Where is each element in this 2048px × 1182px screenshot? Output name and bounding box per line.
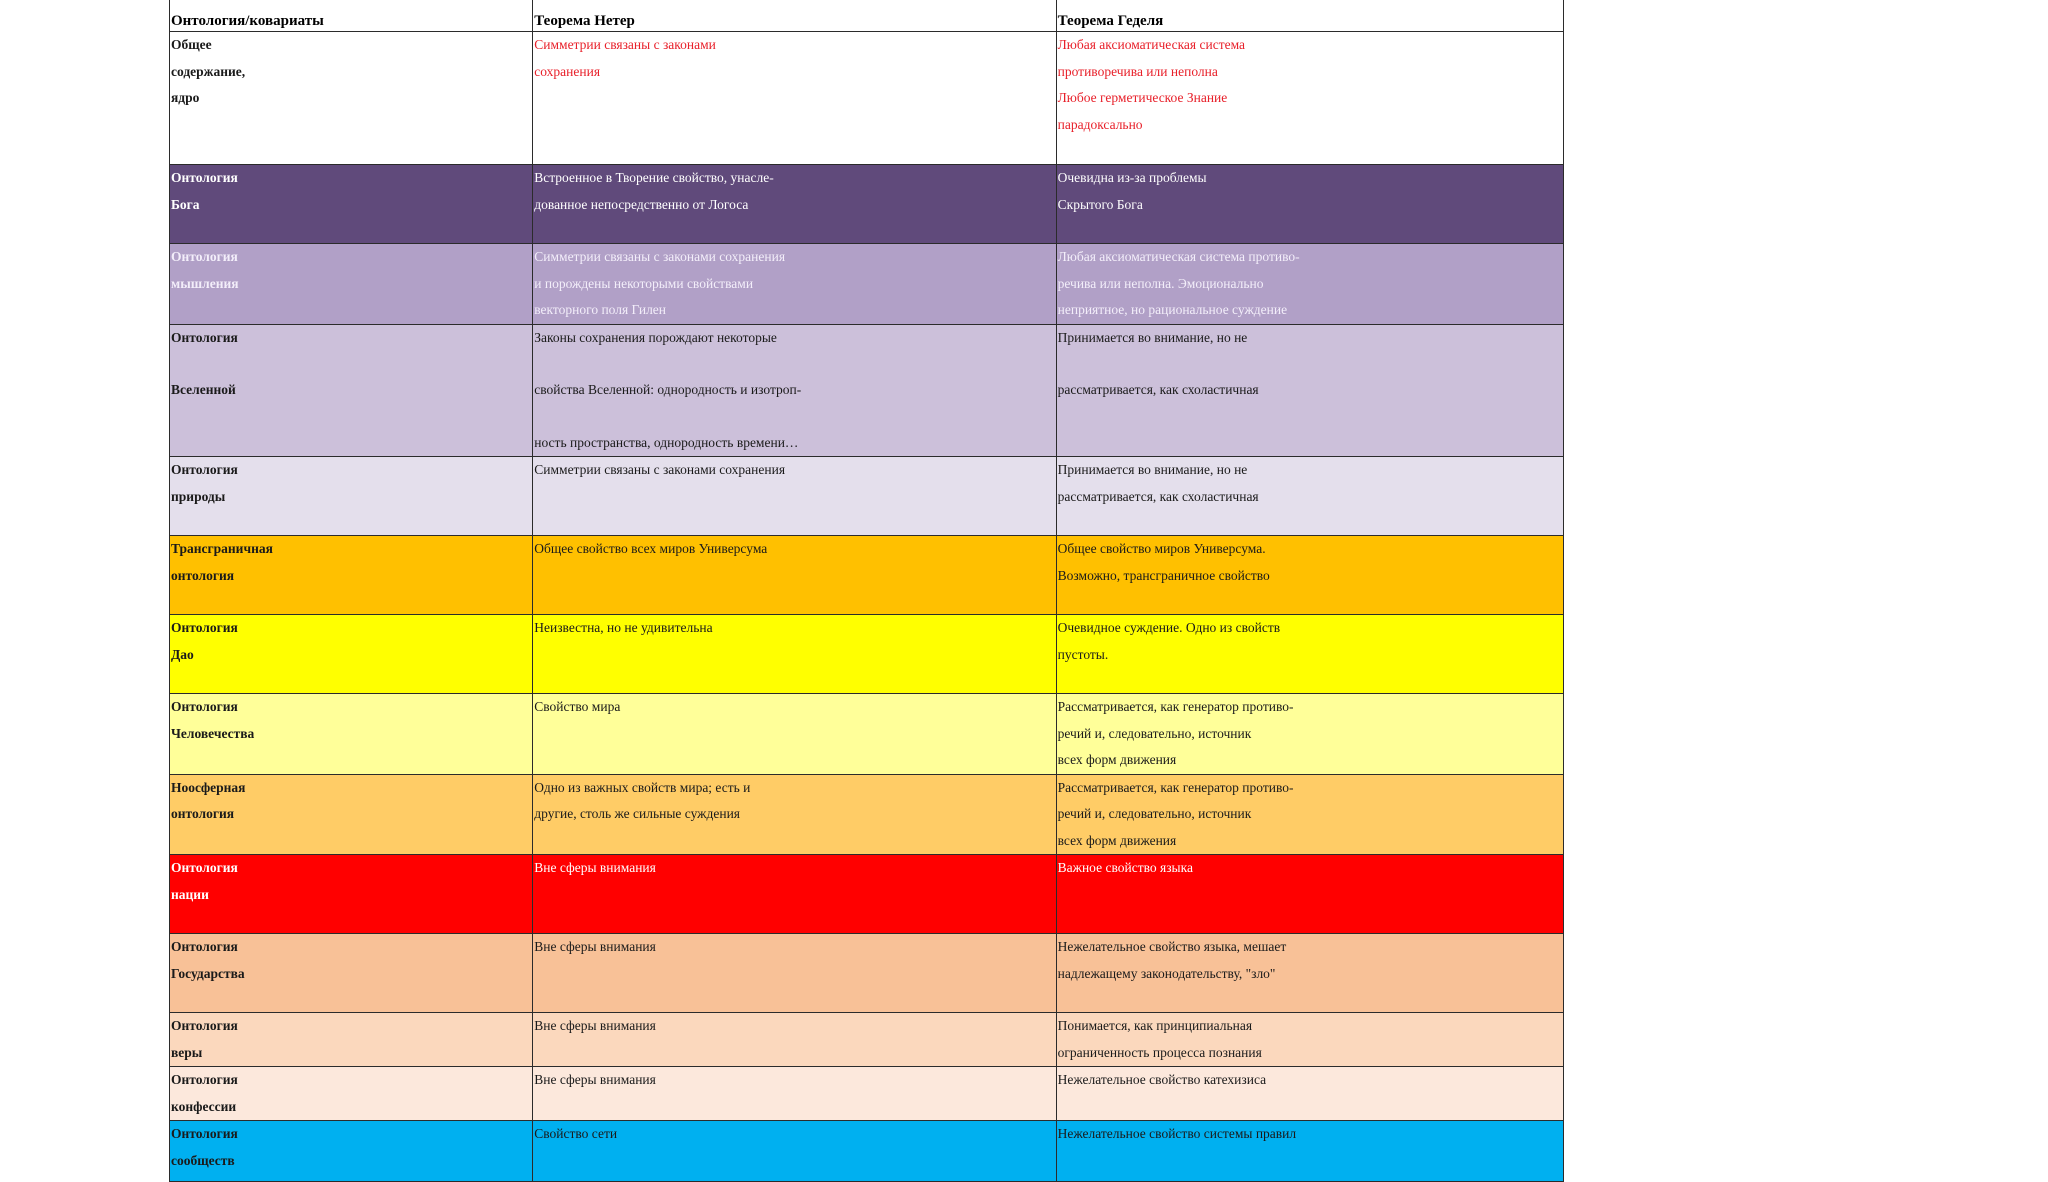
noether-line: Вне сферы внимания — [534, 1018, 656, 1033]
noether-cell — [533, 855, 1056, 934]
table-row-transborder — [170, 536, 1564, 615]
noether-cell — [533, 1121, 1056, 1182]
label-line: Онтология — [171, 1018, 238, 1033]
row-label — [170, 165, 533, 244]
godel-line: речий и, следовательно, источник — [1057, 725, 1252, 741]
table-row-communities — [170, 1121, 1564, 1182]
godel-cell — [1056, 244, 1563, 325]
label-line: Онтология — [171, 860, 238, 875]
noether-line: сохранения — [534, 63, 601, 79]
godel-cell — [1056, 32, 1563, 165]
godel-line: парадоксально — [1057, 116, 1143, 132]
spacer — [534, 404, 1055, 430]
label-line: нации — [171, 886, 209, 902]
godel-line: Возможно, трансграничное свойство — [1057, 567, 1270, 583]
row-label — [170, 536, 533, 615]
noether-line: Общее свойство всех миров Универсума — [534, 541, 768, 556]
godel-cell — [1056, 1013, 1563, 1067]
label-line: сообществ — [171, 1152, 235, 1168]
label-line: Государства — [171, 965, 245, 981]
godel-cell — [1056, 165, 1563, 244]
godel-line: Рассматривается, как генератор противо- — [1057, 699, 1294, 714]
noether-line: Симметрии связаны с законами — [534, 37, 716, 52]
table-row-nature — [170, 457, 1564, 536]
godel-line: Рассматривается, как генератор противо- — [1057, 779, 1294, 795]
godel-line: Любая аксиоматическая система — [1057, 37, 1246, 52]
noether-line: векторного поля Гилен — [534, 302, 667, 317]
row-label — [170, 774, 533, 855]
noether-cell — [533, 457, 1056, 536]
label-line: мышления — [171, 275, 239, 291]
noether-line: свойства Вселенной: однородность и изотроп- — [534, 382, 802, 397]
noether-line: и порождены некоторыми свойствами — [534, 275, 754, 291]
table-header-row — [170, 0, 1564, 32]
noether-line: Законы сохранения порождают некоторые — [534, 329, 777, 345]
godel-line: Скрытого Бога — [1057, 196, 1143, 212]
row-label — [170, 457, 533, 536]
noether-cell — [533, 1067, 1056, 1121]
table-row-faith — [170, 1013, 1564, 1067]
noether-line: Вне сферы внимания — [534, 860, 656, 875]
label-line: Трансграничная — [171, 541, 273, 556]
row-label — [170, 615, 533, 694]
noether-cell — [533, 244, 1056, 325]
godel-line: Очевидна из-за проблемы — [1057, 170, 1207, 185]
godel-line: Понимается, как принципиальная — [1057, 1018, 1253, 1033]
noether-line: Свойство мира — [534, 699, 621, 714]
row-label — [170, 694, 533, 775]
label-line: Ноосферная — [171, 779, 246, 795]
noether-line: Встроенное в Творение свойство, унасле- — [534, 170, 774, 185]
godel-cell — [1056, 615, 1563, 694]
header-noether: Теорема Нетер — [533, 0, 1056, 32]
spacer — [1058, 351, 1563, 377]
noether-cell — [533, 774, 1056, 855]
label-line: Онтология — [171, 1126, 238, 1141]
noether-cell — [533, 165, 1056, 244]
row-label — [170, 32, 533, 165]
row-label — [170, 244, 533, 325]
label-line: веры — [171, 1044, 203, 1060]
godel-line: всех форм движения — [1057, 752, 1177, 767]
noether-line: Свойство сети — [534, 1126, 618, 1141]
label-line: Вселенной — [171, 382, 236, 397]
godel-line: Нежелательное свойство системы правил — [1057, 1126, 1297, 1141]
godel-line: пустоты. — [1057, 646, 1109, 662]
godel-line: рассматривается, как схоластичная — [1057, 382, 1259, 397]
row-label — [170, 324, 533, 457]
godel-line: рассматривается, как схоластичная — [1057, 488, 1259, 504]
header-godel: Теорема Геделя — [1056, 0, 1563, 32]
row-label — [170, 934, 533, 1013]
noether-line: ность пространства, однородность времени… — [534, 434, 799, 450]
noether-line: другие, столь же сильные суждения — [534, 806, 741, 821]
label-line: природы — [171, 488, 226, 504]
godel-line: Принимается во внимание, но не — [1057, 329, 1248, 345]
label-line: Онтология — [171, 249, 238, 264]
label-line: Бога — [171, 196, 200, 212]
row-label — [170, 855, 533, 934]
label-line: Онтология — [171, 329, 238, 345]
noether-line: Одно из важных свойств мира; есть и — [534, 779, 751, 795]
table-row-god — [170, 165, 1564, 244]
godel-line: речива или неполна. Эмоционально — [1057, 275, 1264, 291]
table-row-confession — [170, 1067, 1564, 1121]
table-row-humanity — [170, 694, 1564, 775]
godel-cell — [1056, 934, 1563, 1013]
godel-line: Любое герметическое Знание — [1057, 90, 1228, 105]
table-row-nation — [170, 855, 1564, 934]
godel-line: Нежелательное свойство катехизиса — [1057, 1072, 1267, 1087]
ontology-comparison-table — [169, 0, 1564, 1182]
label-line: Дао — [171, 646, 194, 662]
godel-cell — [1056, 536, 1563, 615]
table-row-universe — [170, 324, 1564, 457]
label-line: Онтология — [171, 939, 238, 954]
label-line: Человечества — [171, 725, 255, 741]
label-line: Онтология — [171, 699, 238, 714]
godel-line: речий и, следовательно, источник — [1057, 806, 1252, 821]
noether-line: дованное непосредственно от Логоса — [534, 196, 749, 212]
godel-line: Важное свойство языка — [1057, 860, 1193, 875]
label-line: Онтология — [171, 462, 238, 477]
godel-cell — [1056, 1121, 1563, 1182]
header-ontology: Онтология/ковариаты — [170, 0, 533, 32]
label-line: ядро — [171, 90, 200, 105]
spacer — [534, 351, 1055, 377]
row-label — [170, 1067, 533, 1121]
godel-cell — [1056, 324, 1563, 457]
noether-cell — [533, 324, 1056, 457]
row-label — [170, 1013, 533, 1067]
godel-cell — [1056, 774, 1563, 855]
godel-line: противоречива или неполна — [1057, 63, 1218, 79]
noether-cell — [533, 1013, 1056, 1067]
label-line: Онтология — [171, 620, 238, 635]
godel-cell — [1056, 694, 1563, 775]
godel-cell — [1056, 855, 1563, 934]
noether-line: Вне сферы внимания — [534, 939, 656, 954]
table-row-dao — [170, 615, 1564, 694]
row-label — [170, 1121, 533, 1182]
godel-line: неприятное, но рациональное суждение — [1057, 302, 1288, 317]
godel-cell — [1056, 1067, 1563, 1121]
noether-line: Симметрии связаны с законами сохранения — [534, 249, 786, 264]
table-row-core — [170, 32, 1564, 165]
godel-line: всех форм движения — [1057, 832, 1177, 848]
godel-cell — [1056, 457, 1563, 536]
godel-line: ограниченность процесса познания — [1057, 1044, 1262, 1060]
table-row-noosphere — [170, 774, 1564, 855]
godel-line: надлежащему законодательству, "зло" — [1057, 965, 1276, 981]
label-line: Общее — [171, 37, 212, 52]
noether-cell — [533, 615, 1056, 694]
label-line: содержание, — [171, 63, 246, 79]
noether-cell — [533, 694, 1056, 775]
noether-line: Симметрии связаны с законами сохранения — [534, 462, 786, 477]
label-line: Онтология — [171, 170, 238, 185]
noether-cell — [533, 32, 1056, 165]
label-line: конфессии — [171, 1098, 237, 1114]
table-row-state — [170, 934, 1564, 1013]
noether-cell — [533, 934, 1056, 1013]
label-line: онтология — [171, 806, 235, 821]
table-row-thinking — [170, 244, 1564, 325]
godel-line: Нежелательное свойство языка, мешает — [1057, 939, 1287, 954]
spacer — [171, 351, 532, 377]
label-line: Онтология — [171, 1072, 238, 1087]
godel-line: Очевидное суждение. Одно из свойств — [1057, 620, 1281, 635]
godel-line: Общее свойство миров Универсума. — [1057, 541, 1266, 556]
noether-line: Неизвестна, но не удивительна — [534, 620, 713, 635]
godel-line: Принимается во внимание, но не — [1057, 462, 1248, 477]
noether-cell — [533, 536, 1056, 615]
label-line: онтология — [171, 567, 235, 583]
godel-line: Любая аксиоматическая система противо- — [1057, 249, 1300, 264]
noether-line: Вне сферы внимания — [534, 1072, 656, 1087]
